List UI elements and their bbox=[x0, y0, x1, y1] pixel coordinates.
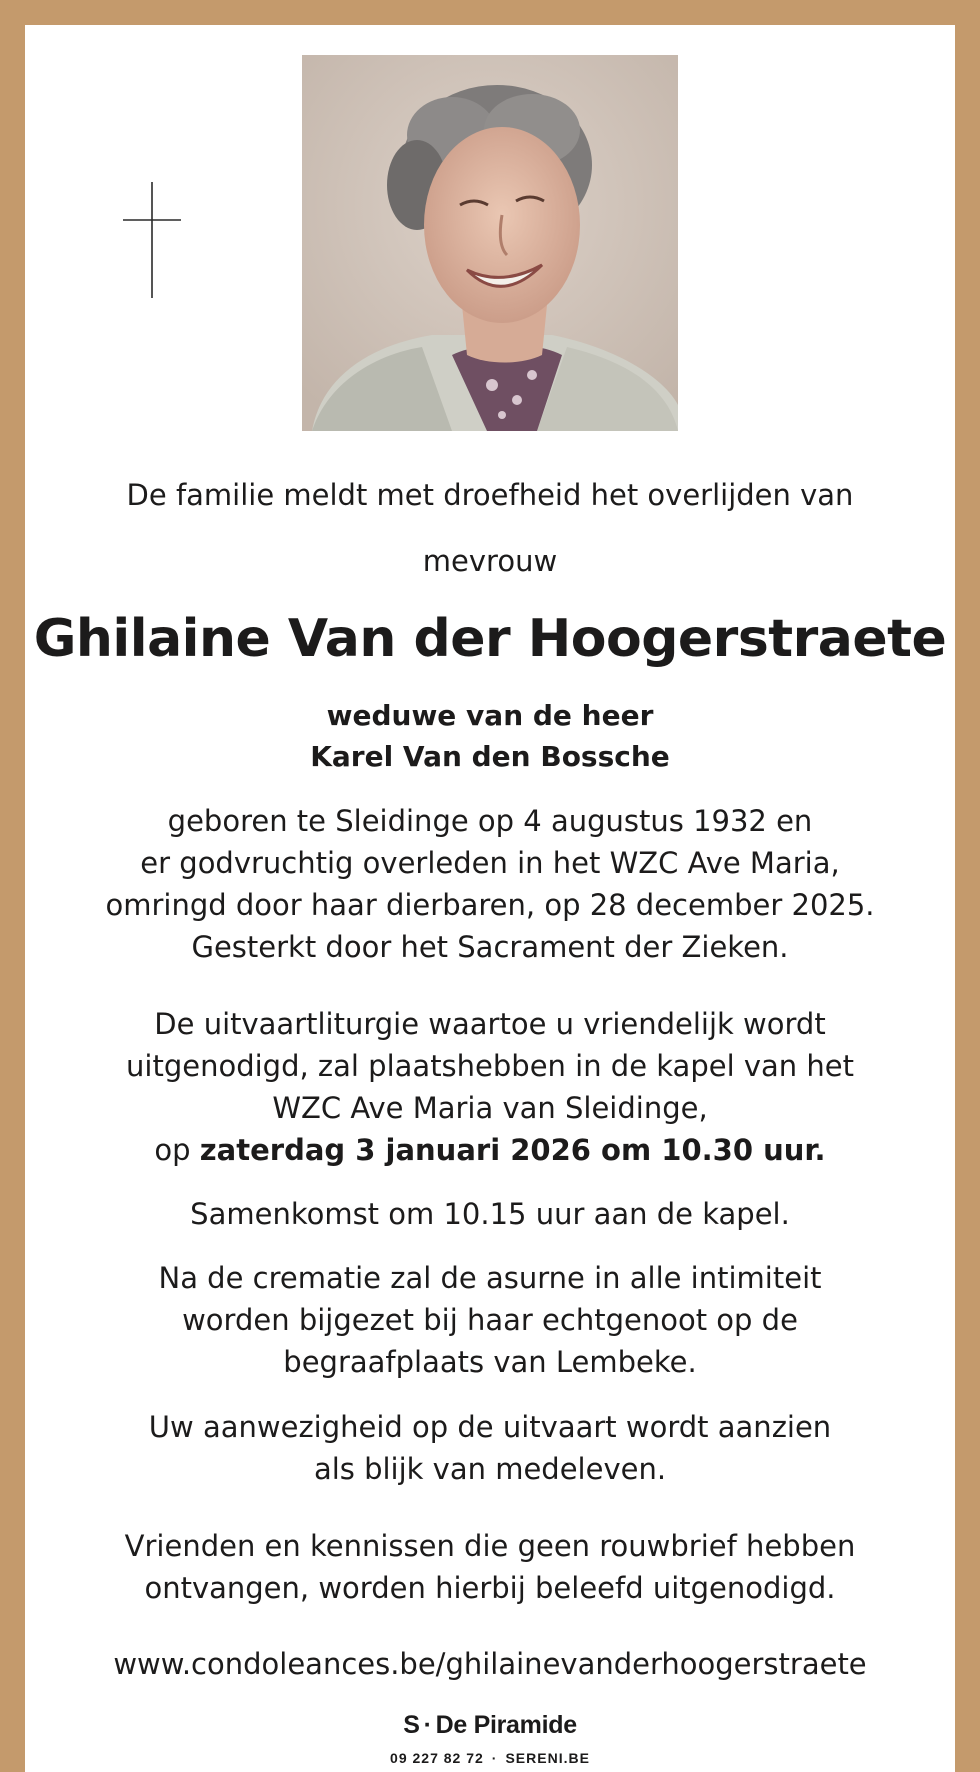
birth-paragraph bbox=[0, 800, 980, 968]
brand-dot: · bbox=[423, 1711, 432, 1739]
presence-paragraph bbox=[0, 1406, 980, 1490]
portrait-photo bbox=[302, 55, 678, 431]
footer-separator: · bbox=[491, 1750, 498, 1766]
birth-line: geboren te Sleidinge op 4 augustus 1932 en bbox=[167, 804, 813, 838]
funeral-paragraph bbox=[0, 1003, 980, 1171]
funeral-line: De uitvaartliturgie waartoe u vriendelijk wordt bbox=[154, 1007, 826, 1041]
brand-logo-mark: S bbox=[403, 1711, 420, 1739]
portrait-illustration bbox=[302, 55, 678, 431]
footer-contact bbox=[0, 1748, 980, 1768]
footer-phone[interactable]: 09 227 82 72 bbox=[390, 1750, 484, 1766]
funeral-line: uitgenodigd, zal plaatshebben in de kapel van het bbox=[126, 1049, 854, 1083]
deceased-name: Ghilaine Van der Hoogerstraete bbox=[33, 609, 947, 669]
invitation-paragraph bbox=[0, 1525, 980, 1609]
spouse-block bbox=[0, 695, 980, 777]
cremation-line: begraafplaats van Lembeke. bbox=[283, 1345, 697, 1379]
invitation-line: ontvangen, worden hierbij beleefd uitgenodigd. bbox=[144, 1571, 836, 1605]
cremation-line: worden bijgezet bij haar echtgenoot op de bbox=[182, 1303, 798, 1337]
funeral-line: WZC Ave Maria van Sleidinge, bbox=[272, 1091, 708, 1125]
presence-line: als blijk van medeleven. bbox=[313, 1452, 667, 1486]
birth-line: Gesterkt door het Sacrament der Zieken. bbox=[191, 930, 789, 964]
funeral-date-line bbox=[0, 1129, 980, 1171]
cremation-line: Na de crematie zal de asurne in alle intimiteit bbox=[158, 1261, 822, 1295]
brand-name: De Piramide bbox=[435, 1711, 577, 1739]
cremation-paragraph bbox=[0, 1257, 980, 1383]
footer-site[interactable]: SERENI.BE bbox=[505, 1750, 590, 1766]
spouse-line: weduwe van de heer bbox=[326, 699, 654, 732]
presence-line: Uw aanwezigheid op de uitvaart wordt aanzien bbox=[148, 1410, 832, 1444]
invitation-line: Vrienden en kennissen die geen rouwbrief hebben bbox=[124, 1529, 856, 1563]
intro-text: De familie meldt met droefheid het overlijden van bbox=[126, 478, 854, 512]
condolence-link[interactable]: www.condoleances.be/ghilainevanderhoogerstraete bbox=[113, 1647, 867, 1681]
salutation: mevrouw bbox=[422, 544, 558, 578]
funeral-home-brand bbox=[0, 1706, 980, 1744]
gathering-text: Samenkomst om 10.15 uur aan de kapel. bbox=[190, 1197, 790, 1231]
birth-line: er godvruchtig overleden in het WZC Ave Maria, bbox=[140, 846, 840, 880]
birth-line: omringd door haar dierbaren, op 28 december 2025. bbox=[105, 888, 875, 922]
spouse-name: Karel Van den Bossche bbox=[310, 740, 670, 773]
funeral-date: zaterdag 3 januari 2026 om 10.30 uur. bbox=[199, 1133, 826, 1167]
cross-icon bbox=[121, 180, 183, 300]
funeral-date-prefix: op bbox=[154, 1133, 191, 1167]
